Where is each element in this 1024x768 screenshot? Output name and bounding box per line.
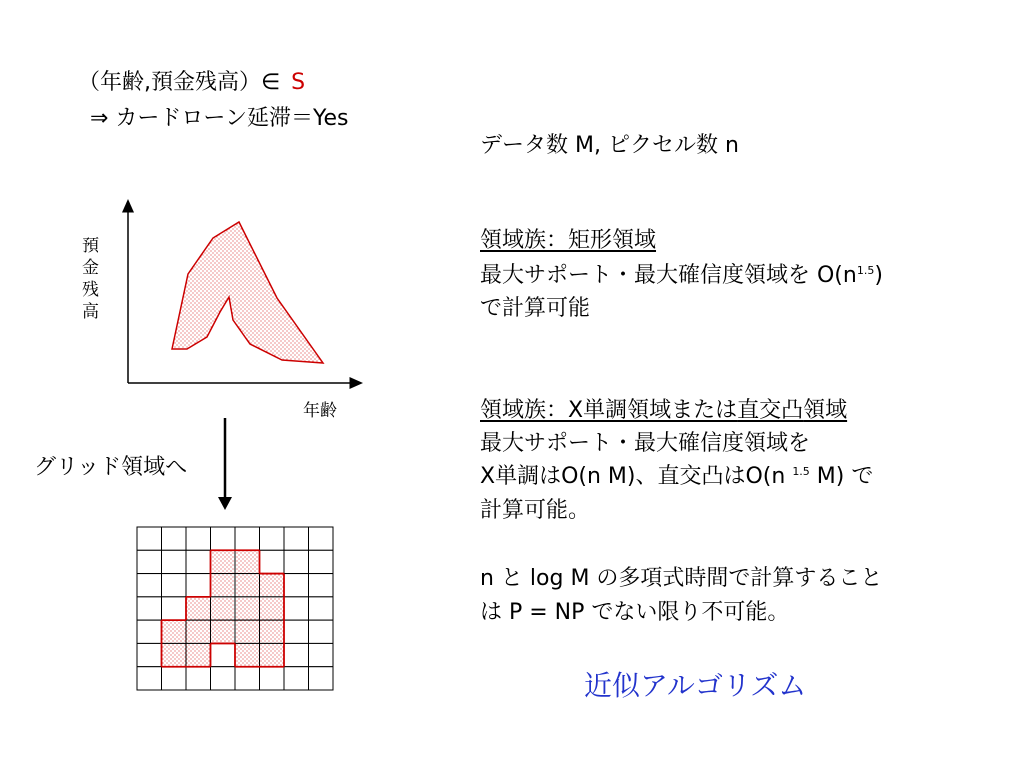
grid-cell xyxy=(211,667,236,690)
grid-cell xyxy=(186,574,211,597)
condition-prefix: （年齢,預金残高）∈ xyxy=(78,70,288,95)
mono-line-1: 最大サポート・最大確信度領域を xyxy=(480,431,811,456)
np-line-2: は P = NP でない限り不可能。 xyxy=(480,600,790,625)
set-symbol: S xyxy=(291,70,306,95)
grid-cell-filled xyxy=(186,597,211,620)
grid-cell xyxy=(137,527,162,550)
y-axis-label-char: 残 xyxy=(82,280,99,300)
np-line-1: n と log M の多項式時間で計算すること xyxy=(480,566,883,591)
grid-cell xyxy=(162,574,187,597)
grid-cell xyxy=(309,643,334,666)
mono-title-prefix: 領域族：X単調領域または xyxy=(480,398,738,423)
grid-cell xyxy=(162,667,187,690)
grid-cell xyxy=(186,527,211,550)
grid-cell xyxy=(186,667,211,690)
grid-cell-filled xyxy=(211,597,236,620)
grid-cell xyxy=(211,643,236,666)
approx-algorithm-text: 近似アルゴリズム xyxy=(584,669,807,702)
grid-cell xyxy=(309,550,334,573)
customer-region xyxy=(172,222,323,363)
y-axis-label-char: 金 xyxy=(82,258,99,278)
grid-cell-filled xyxy=(211,620,236,643)
grid-cell xyxy=(260,667,285,690)
grid-cell xyxy=(162,550,187,573)
grid-cell-filled xyxy=(186,620,211,643)
mono-title-suffix: 領域 xyxy=(803,398,848,423)
grid-cell-filled xyxy=(260,574,285,597)
grid-cell xyxy=(284,574,309,597)
y-axis-label-char: 高 xyxy=(82,302,99,322)
rect-family-title: 領域族：矩形領域 xyxy=(480,228,657,253)
mono-line-2 xyxy=(480,466,873,488)
grid-cell xyxy=(284,550,309,573)
grid-cell xyxy=(284,643,309,666)
mono-line-2-b: M) で xyxy=(809,464,874,489)
grid-cell xyxy=(235,667,260,690)
grid-cell xyxy=(186,550,211,573)
grid-cell xyxy=(284,527,309,550)
grid-cell xyxy=(309,597,334,620)
grid-cell-filled xyxy=(260,643,285,666)
data-count-text: データ数 M, ピクセル数 n xyxy=(480,133,739,158)
y-axis-label xyxy=(82,235,99,323)
x-axis-label: 年齢 xyxy=(303,401,337,421)
rect-line-1 xyxy=(480,265,883,287)
grid-cell-filled xyxy=(162,620,187,643)
grid-cell xyxy=(284,667,309,690)
grid-cell-filled xyxy=(186,643,211,666)
grid-cell-filled xyxy=(260,597,285,620)
condition-line-1 xyxy=(78,72,305,94)
grid-cell-filled xyxy=(260,620,285,643)
grid-cell xyxy=(309,667,334,690)
grid-cell xyxy=(162,597,187,620)
grid-transform-label: グリッド領域へ xyxy=(34,455,188,480)
rect-line-1-text: 最大サポート・最大確信度領域を O(n xyxy=(480,263,857,288)
grid-cell xyxy=(235,527,260,550)
mono-line-2-a: X単調はO(n M)、直交凸はO(n xyxy=(480,464,793,489)
mono-family-title xyxy=(480,400,847,422)
down-arrow-head xyxy=(218,497,232,510)
rect-exponent: 1.5 xyxy=(856,264,875,277)
grid-cell xyxy=(137,550,162,573)
grid-cell xyxy=(309,527,334,550)
y-axis-label-char: 預 xyxy=(82,236,99,256)
grid-cell xyxy=(309,620,334,643)
grid-cell xyxy=(284,597,309,620)
grid-cell-filled xyxy=(235,550,260,573)
grid-cell xyxy=(260,550,285,573)
mono-title-underlined: 直交凸 xyxy=(737,398,804,423)
grid-cell-filled xyxy=(211,550,236,573)
grid-cell xyxy=(211,527,236,550)
grid-cell xyxy=(309,574,334,597)
grid-cell xyxy=(137,574,162,597)
grid-cell-filled xyxy=(235,643,260,666)
grid-cell xyxy=(137,667,162,690)
grid-cell xyxy=(284,620,309,643)
grid-cell xyxy=(137,597,162,620)
pixel-grid xyxy=(137,527,333,690)
grid-cell xyxy=(137,643,162,666)
grid-cell-filled xyxy=(235,597,260,620)
grid-cell-filled xyxy=(162,643,187,666)
mono-exponent: 1.5 xyxy=(792,465,810,478)
grid-cell-filled xyxy=(211,574,236,597)
rect-line-2: で計算可能 xyxy=(480,296,591,321)
rect-line-1-close: ) xyxy=(874,263,883,288)
condition-line-2: ⇒ カードローン延滞＝Yes xyxy=(90,106,349,131)
grid-cell xyxy=(260,527,285,550)
grid-cell-filled xyxy=(235,620,260,643)
grid-cell-filled xyxy=(235,574,260,597)
grid-cell xyxy=(137,620,162,643)
grid-cell xyxy=(162,527,187,550)
mono-line-3: 計算可能。 xyxy=(480,498,591,523)
